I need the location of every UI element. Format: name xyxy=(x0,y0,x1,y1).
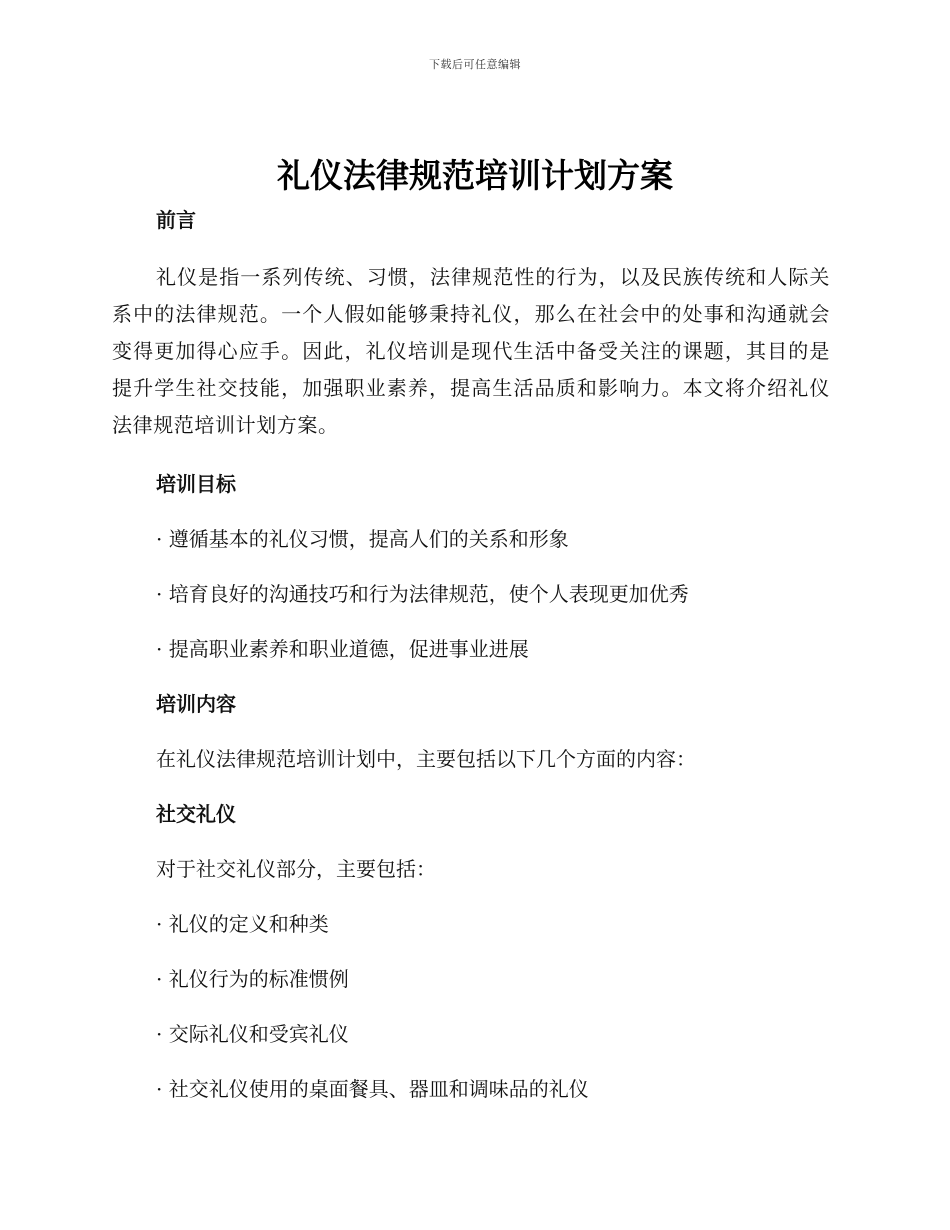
goal-item: · 提高职业素养和职业道德，促进事业进展 xyxy=(156,637,529,661)
content-heading: 培训内容 xyxy=(156,692,236,716)
social-etiquette-intro: 对于社交礼仪部分，主要包括： xyxy=(156,857,436,881)
preface-heading: 前言 xyxy=(156,208,196,232)
document-body xyxy=(112,204,830,1105)
header-note: 下载后可任意编辑 xyxy=(429,58,521,71)
content-intro: 在礼仪法律规范培训计划中，主要包括以下几个方面的内容： xyxy=(156,747,696,771)
goal-item: · 遵循基本的礼仪习惯，提高人们的关系和形象 xyxy=(156,527,569,551)
document-title: 礼仪法律规范培训计划方案 xyxy=(277,156,673,195)
social-item: · 社交礼仪使用的桌面餐具、器皿和调味品的礼仪 xyxy=(156,1077,589,1101)
goals-heading: 培训目标 xyxy=(156,472,236,496)
social-item: · 礼仪行为的标准惯例 xyxy=(156,967,349,991)
social-item: · 礼仪的定义和种类 xyxy=(156,912,329,936)
social-item: · 交际礼仪和受宾礼仪 xyxy=(156,1022,349,1046)
social-etiquette-heading: 社交礼仪 xyxy=(156,802,236,826)
goal-item: · 培育良好的沟通技巧和行为法律规范，使个人表现更加优秀 xyxy=(156,582,689,606)
preface-paragraph: 礼仪是指一系列传统、习惯，法律规范性的行为，以及民族传统和人际关系中的法律规范。一个人假如能够秉持礼仪，那么在社会中的处事和沟通就会变得更加得心应手。因此，礼仪培训是现代生活中备受关注的课题，其目的是提升学生社交技能，加强职业素养，提高生活品质和影响力。本文将介绍礼仪法律规范培训计划方案。 xyxy=(112,265,830,437)
